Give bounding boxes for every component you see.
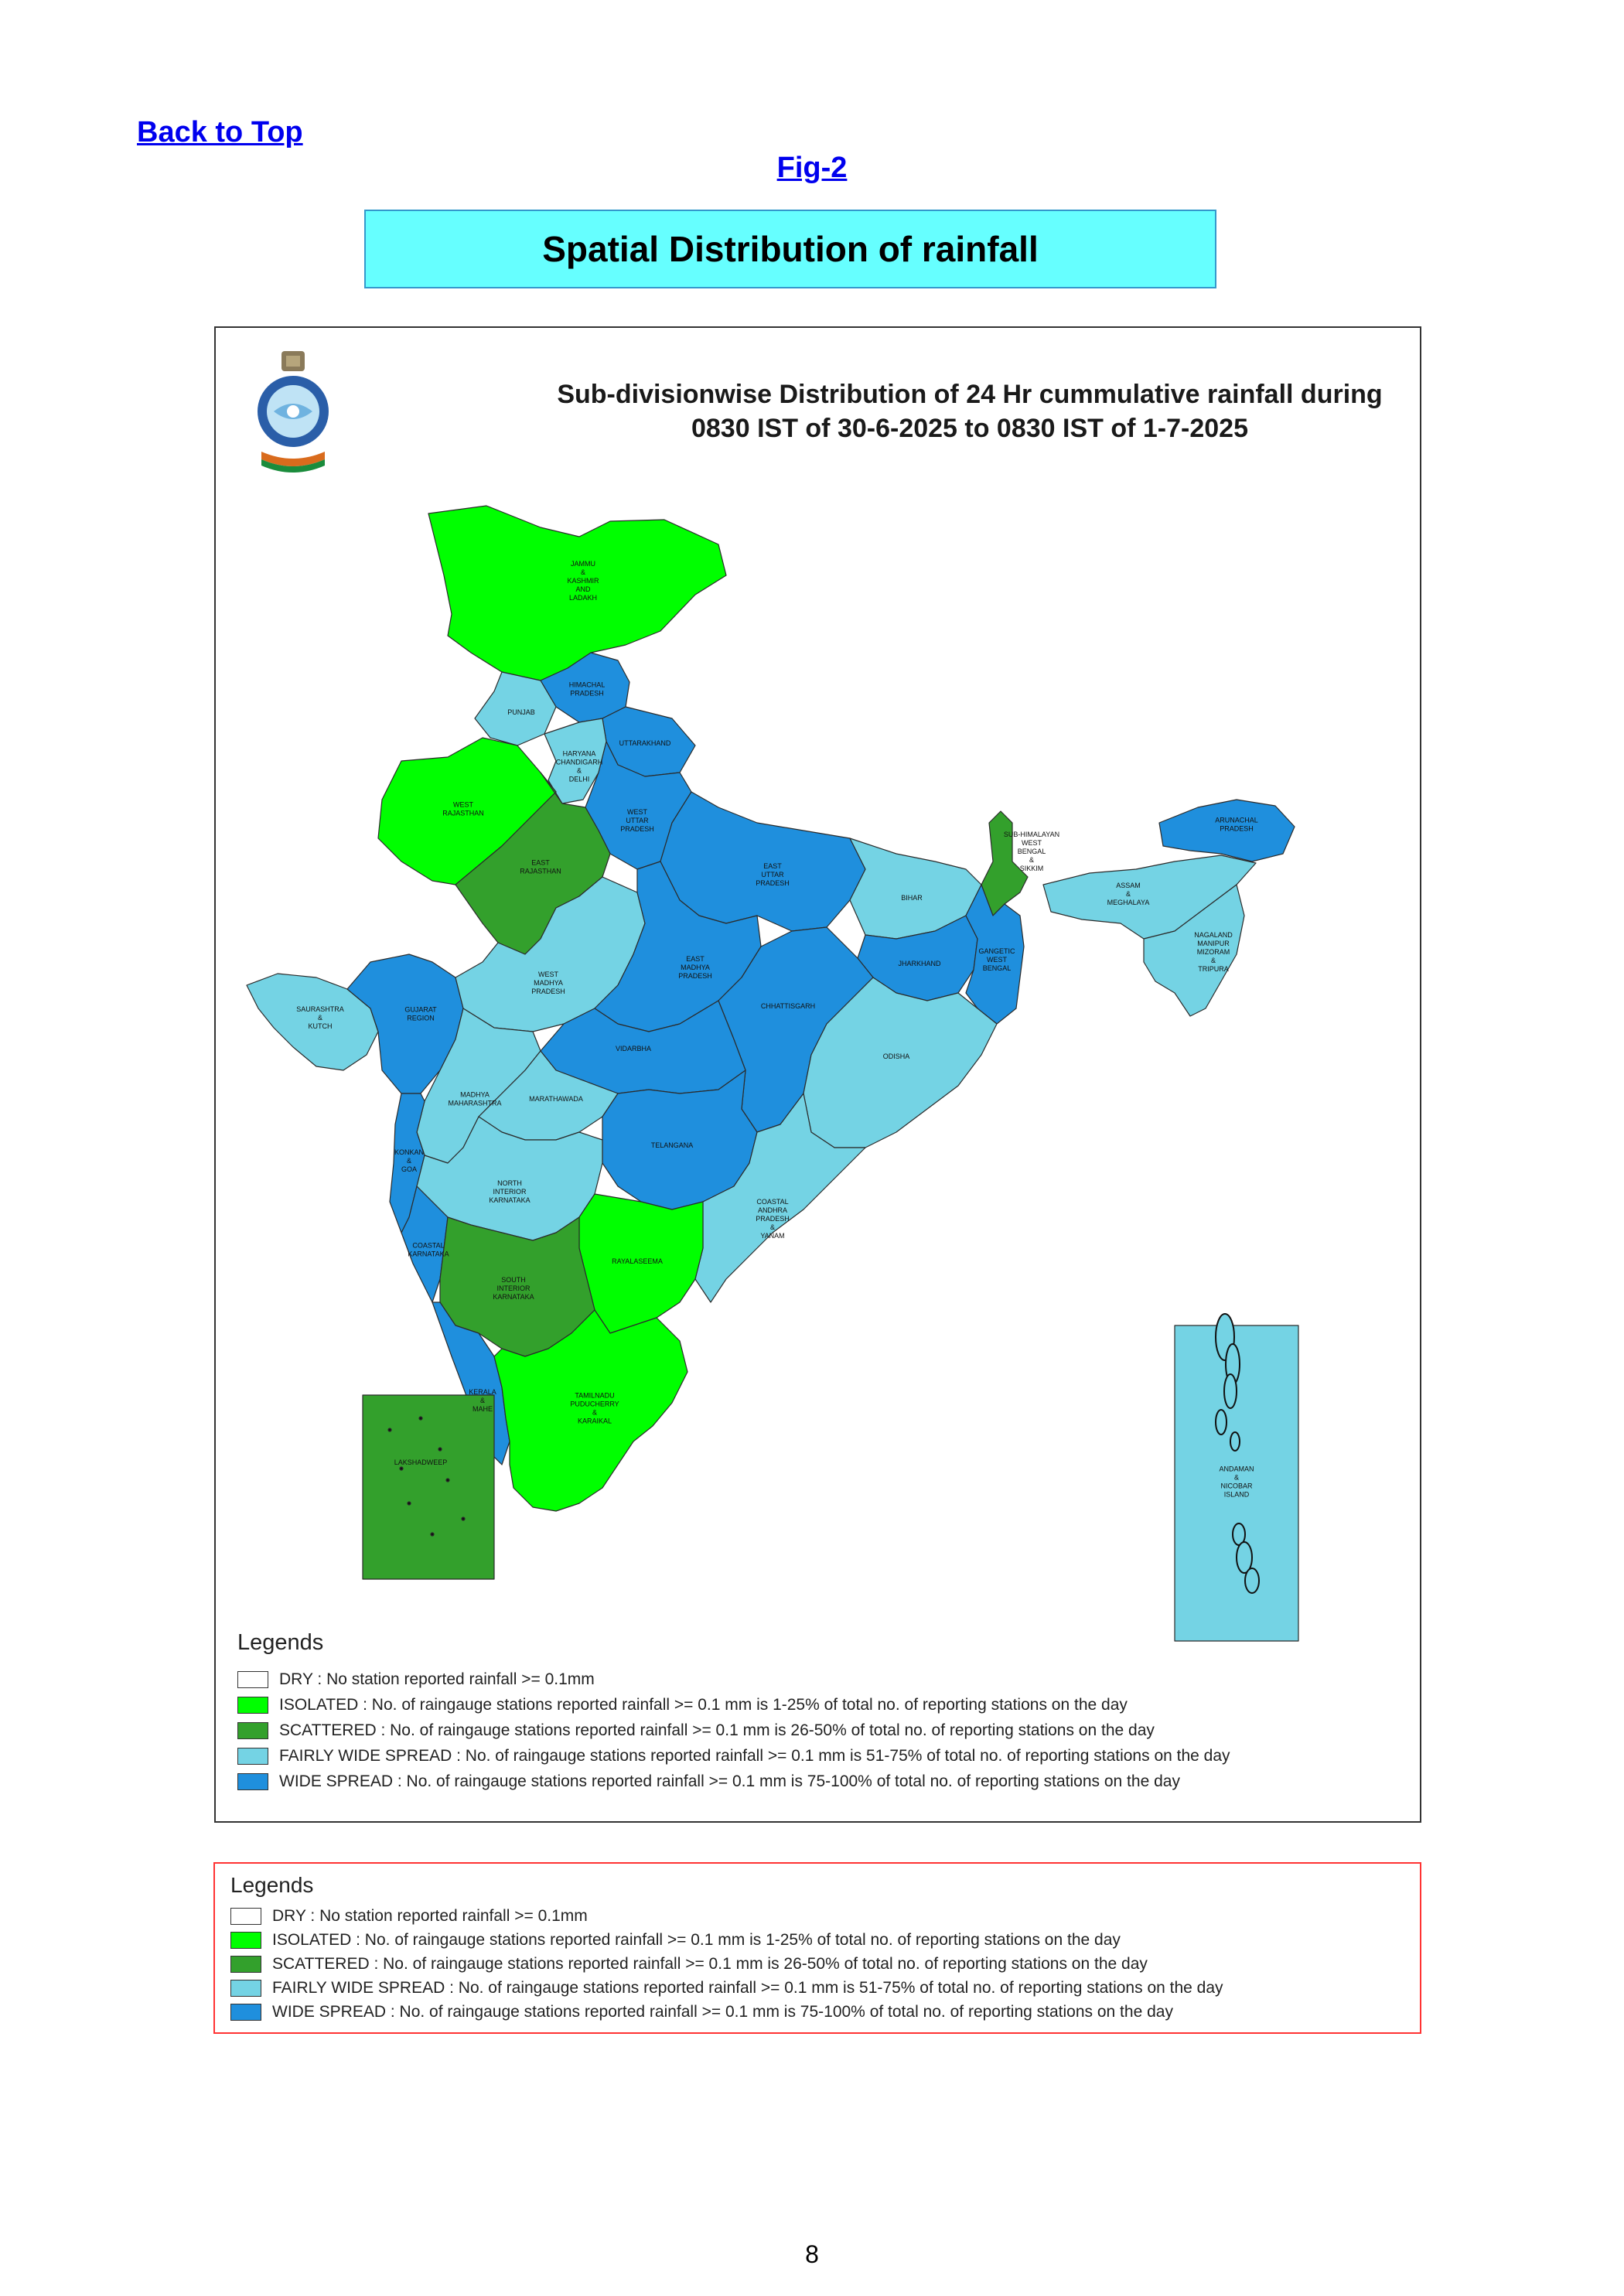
label-wmp-line: MADHYA — [534, 979, 563, 987]
label-chhattisgarh-line: CHHATTISGARH — [760, 1002, 816, 1010]
legend-box — [213, 1862, 1421, 2034]
map-legend-title: Legends — [237, 1630, 324, 1655]
label-jk-line: AND — [575, 585, 591, 593]
label-arunachal — [1215, 817, 1258, 833]
label-hp-line: HIMACHAL — [568, 681, 606, 689]
andaman-island-mark — [1224, 1374, 1237, 1408]
legend-box-row-dry — [230, 1904, 1420, 1928]
legend-row-isolated — [237, 1692, 1405, 1718]
label-nik-line: INTERIOR — [493, 1188, 527, 1196]
label-kerala-line: & — [479, 1397, 486, 1404]
legend-row-scattered — [237, 1718, 1405, 1743]
label-cap-line: COASTAL — [756, 1198, 789, 1206]
legend-swatch-wide-spread — [237, 1773, 268, 1790]
label-nmmt-line: NAGALAND — [1194, 931, 1233, 939]
lakshadweep-island-mark — [438, 1448, 442, 1451]
label-konkan-line: KONKAN — [394, 1148, 425, 1156]
label-wup-line: WEST — [627, 808, 647, 816]
label-bihar-line: BIHAR — [901, 894, 923, 902]
label-arunachal-line: PRADESH — [1220, 824, 1254, 833]
map-svg — [216, 328, 1420, 1821]
label-saurashtra-line: SAURASHTRA — [296, 1005, 344, 1013]
label-vidarbha — [616, 1045, 651, 1052]
map-title-line1: Sub-divisionwise Distribution of 24 Hr cummulative rainfall during — [557, 380, 1383, 409]
label-emp-line: EAST — [686, 955, 705, 963]
section-title: Spatial Distribution of rainfall — [542, 229, 1039, 269]
legend-box-text-scattered: SCATTERED : No. of raingauge stations reported rainfall >= 0.1 mm is 26-50% of total no. of reporting stations on the day — [272, 1954, 1148, 1973]
label-jharkhand-line: JHARKHAND — [898, 960, 941, 967]
label-jk — [567, 560, 599, 602]
label-saurashtra-line: & — [317, 1014, 323, 1022]
label-mm-line: MADHYA — [460, 1090, 490, 1099]
label-assam-line: MEGHALAYA — [1107, 899, 1150, 906]
label-saurashtra-line: KUTCH — [308, 1022, 333, 1030]
label-wmp-line: WEST — [538, 971, 558, 978]
label-jk-line: LADAKH — [568, 594, 598, 602]
legend-box-text-wide-spread: WIDE SPREAD : No. of raingauge stations reported rainfall >= 0.1 mm is 75-100% of total no. of reporting stations on the day — [272, 2002, 1173, 2021]
region-shwb — [981, 811, 1028, 916]
legend-swatch-fairly-wide-spread — [237, 1748, 268, 1765]
label-arunachal-line: ARUNACHAL — [1215, 816, 1258, 824]
figure-label-link[interactable] — [0, 152, 1624, 185]
label-gujarat — [404, 1006, 437, 1022]
label-uk-line: UTTARAKHAND — [619, 739, 671, 747]
label-jk-line: JAMMU — [571, 560, 595, 568]
label-kerala-line: KERALA — [469, 1388, 496, 1396]
label-jk-line: & — [580, 568, 586, 576]
lakshadweep-island-mark — [419, 1417, 422, 1420]
label-haryana-line: DELHI — [568, 775, 590, 783]
map-legend — [237, 1630, 1405, 1794]
lakshadweep-island-mark — [400, 1467, 403, 1470]
legend-box-title: Legends — [230, 1873, 314, 1897]
label-shwb-line: SIKKIM — [1019, 865, 1044, 872]
back-to-top-link[interactable]: Back to Top — [137, 116, 303, 148]
label-kerala-line: MAHE — [472, 1405, 493, 1413]
label-gujarat-line: REGION — [407, 1014, 435, 1022]
label-haryana-line: & — [576, 766, 582, 775]
emblem-logo — [251, 350, 336, 473]
label-shwb-line: WEST — [1022, 839, 1042, 847]
map-title — [548, 377, 1391, 445]
label-uk — [619, 739, 671, 747]
andaman-island-mark — [1245, 1568, 1259, 1593]
label-tn-line: PUDUCHERRY — [570, 1400, 619, 1408]
label-assam-line: & — [1125, 890, 1131, 898]
label-jharkhand — [898, 960, 941, 967]
label-andaman-line: & — [1233, 1473, 1240, 1482]
legend-box-swatch-scattered — [230, 1956, 261, 1973]
label-jk-line: KASHMIR — [567, 577, 599, 585]
label-wraj-line: WEST — [453, 800, 473, 809]
label-chhattisgarh — [761, 1002, 815, 1010]
label-lakshadweep — [394, 1458, 448, 1466]
legend-swatch-dry — [237, 1671, 268, 1688]
label-telangana-line: TELANGANA — [650, 1141, 694, 1149]
legend-row-fairly-wide-spread — [237, 1743, 1405, 1769]
label-gwb-line: GANGETIC — [978, 947, 1015, 955]
label-vidarbha-line: VIDARBHA — [615, 1045, 652, 1052]
label-eraj-line: EAST — [531, 858, 550, 867]
label-wmp-line: PRADESH — [531, 988, 565, 995]
lakshadweep-island-mark — [388, 1428, 391, 1431]
label-cap-line: ANDHRA — [757, 1206, 788, 1214]
andaman-island-mark — [1230, 1432, 1240, 1451]
label-rayalaseema — [612, 1257, 663, 1265]
legend-swatch-isolated — [237, 1697, 268, 1714]
legend-row-dry — [237, 1667, 1405, 1692]
legend-text-dry: DRY : No station reported rainfall >= 0.1mm — [279, 1670, 595, 1688]
lakshadweep-island-mark — [408, 1502, 411, 1505]
lakshadweep-island-mark — [446, 1479, 449, 1482]
label-tn-line: & — [592, 1408, 598, 1417]
label-bihar — [901, 894, 923, 902]
label-hp-line: PRADESH — [570, 689, 604, 698]
label-shwb-line: SUB-HIMALAYAN — [1003, 831, 1060, 838]
legend-box-swatch-fairly-wide-spread — [230, 1980, 261, 1997]
label-nmmt-line: & — [1210, 957, 1216, 964]
label-wraj-line: RAJASTHAN — [442, 809, 484, 817]
label-haryana-line: CHANDIGARH — [555, 758, 603, 766]
label-andaman-line: NICOBAR — [1220, 1482, 1253, 1490]
legend-box-text-dry: DRY : No station reported rainfall >= 0.1mm — [272, 1906, 588, 1925]
label-punjab — [507, 708, 535, 716]
label-eraj-line: RAJASTHAN — [520, 867, 561, 875]
label-nmmt-line: TRIPURA — [1198, 965, 1229, 973]
lakshadweep-island-mark — [462, 1517, 465, 1520]
legend-box-text-fairly-wide-spread: FAIRLY WIDE SPREAD : No. of raingauge stations reported rainfall >= 0.1 mm is 51-75% of total no. of reporting stations on the day — [272, 1978, 1223, 1997]
legend-box-text-isolated: ISOLATED : No. of raingauge stations reported rainfall >= 0.1 mm is 1-25% of total no. of reporting stations on the day — [272, 1930, 1121, 1949]
label-eup-line: UTTAR — [761, 871, 784, 878]
label-ck — [408, 1242, 449, 1258]
label-gwb-line: BENGAL — [982, 964, 1012, 972]
map-frame — [214, 326, 1421, 1823]
label-nmmt-line: MANIPUR — [1197, 940, 1230, 947]
legend-text-isolated: ISOLATED : No. of raingauge stations reported rainfall >= 0.1 mm is 1-25% of total no. of reporting stations on the day — [279, 1695, 1128, 1714]
label-konkan-line: GOA — [401, 1165, 418, 1173]
label-cap-line: YANAM — [760, 1232, 785, 1240]
label-ck-line: KARNATAKA — [408, 1250, 449, 1258]
figure-label-text[interactable]: Fig-2 — [776, 152, 848, 184]
legend-box-swatch-isolated — [230, 1932, 261, 1949]
label-wup-line: PRADESH — [620, 825, 654, 833]
label-rayalaseema-line: RAYALASEEMA — [612, 1257, 663, 1265]
label-lakshadweep-line: LAKSHADWEEP — [394, 1458, 448, 1466]
label-andaman-line: ANDAMAN — [1219, 1465, 1254, 1473]
label-cap-line: & — [769, 1223, 776, 1231]
label-konkan-line: & — [406, 1157, 412, 1165]
label-nik-line: KARNATAKA — [489, 1196, 531, 1204]
label-nmmt-line: MIZORAM — [1196, 948, 1230, 956]
label-telangana — [651, 1141, 694, 1149]
legend-text-scattered: SCATTERED : No. of raingauge stations reported rainfall >= 0.1 mm is 26-50% of total no. of reporting stations on the day — [279, 1721, 1155, 1739]
label-tn-line: KARAIKAL — [577, 1417, 612, 1425]
label-wup-line: UTTAR — [626, 817, 649, 824]
section-title-box — [364, 210, 1216, 288]
legend-text-wide-spread: WIDE SPREAD : No. of raingauge stations reported rainfall >= 0.1 mm is 75-100% of total no. of reporting stations on the day — [279, 1772, 1180, 1790]
legend-box-row-isolated — [230, 1928, 1420, 1952]
legend-box-row-wide-spread — [230, 2000, 1420, 2024]
label-andaman-line: ISLAND — [1223, 1490, 1250, 1499]
label-nmmt — [1194, 931, 1233, 973]
label-tn-line: TAMILNADU — [575, 1391, 615, 1400]
label-mm-line: MAHARASHTRA — [448, 1099, 502, 1107]
label-assam-line: ASSAM — [1116, 882, 1141, 889]
andaman-island-mark — [1216, 1410, 1227, 1435]
label-hp — [569, 681, 606, 698]
legend-text-fairly-wide-spread: FAIRLY WIDE SPREAD : No. of raingauge stations reported rainfall >= 0.1 mm is 51-75% of total no. of reporting stations on the day — [279, 1746, 1230, 1765]
label-sik-line: SOUTH — [501, 1276, 526, 1284]
label-haryana-line: HARYANA — [562, 749, 596, 758]
label-shwb-line: BENGAL — [1017, 848, 1046, 855]
legend-box-row-scattered — [230, 1952, 1420, 1976]
legend-box-row-fairly-wide-spread — [230, 1976, 1420, 2000]
label-emp-line: PRADESH — [678, 972, 712, 980]
label-sik-line: KARNATAKA — [493, 1293, 534, 1301]
legend-row-wide-spread — [237, 1769, 1405, 1794]
label-gwb-line: WEST — [987, 956, 1007, 964]
label-odisha-line: ODISHA — [882, 1052, 910, 1060]
label-marathawada-line: MARATHAWADA — [529, 1095, 583, 1103]
label-nik-line: NORTH — [497, 1179, 522, 1187]
label-marathawada — [529, 1095, 583, 1103]
legend-swatch-scattered — [237, 1722, 268, 1739]
lakshadweep-island-mark — [431, 1533, 434, 1536]
label-cap-line: PRADESH — [756, 1215, 790, 1223]
label-eup-line: PRADESH — [756, 879, 790, 887]
label-shwb-line: & — [1029, 856, 1035, 864]
label-andaman — [1219, 1465, 1254, 1499]
label-punjab-line: PUNJAB — [507, 708, 535, 716]
label-ck-line: COASTAL — [412, 1241, 445, 1250]
legend-box-swatch-dry — [230, 1908, 261, 1925]
region-lakshadweep — [363, 1395, 494, 1579]
label-emp-line: MADHYA — [681, 964, 710, 971]
label-eup-line: EAST — [763, 862, 782, 870]
label-odisha — [883, 1052, 910, 1060]
label-sik-line: INTERIOR — [496, 1284, 531, 1292]
legend-box-swatch-wide-spread — [230, 2004, 261, 2021]
label-cap — [756, 1198, 790, 1240]
region-jk — [428, 506, 726, 681]
label-gujarat-line: GUJARAT — [404, 1005, 437, 1014]
page-number: 8 — [805, 2240, 819, 2268]
map-title-line2: 0830 IST of 30-6-2025 to 0830 IST of 1-7-2025 — [691, 414, 1248, 443]
